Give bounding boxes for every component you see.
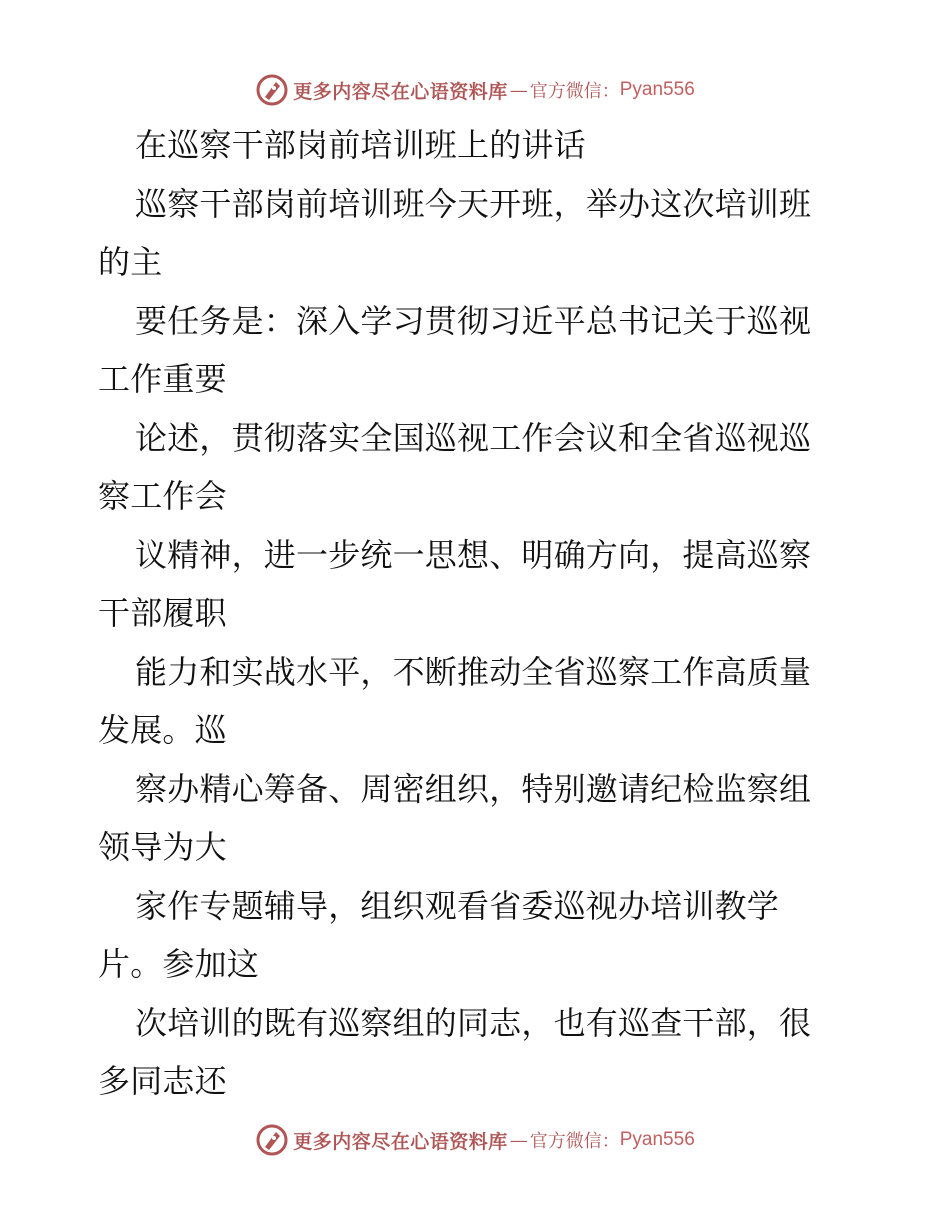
paragraph-line: 家作专题辅导，组织观看省委巡视办培训教学 <box>135 886 780 925</box>
paragraph-line: 察工作会 <box>98 477 227 515</box>
banner-wechat-id: Pyan556 <box>619 79 695 100</box>
header-banner <box>0 70 950 110</box>
paragraph-line: 多同志还 <box>98 1062 227 1100</box>
paragraph-line: 要任务是：深入学习贯彻习近平总书记关于巡视 <box>135 301 812 340</box>
paragraph-line: 工作重要 <box>98 360 227 398</box>
banner-wechat-label: 官方微信： <box>529 1131 620 1152</box>
banner-wechat-label: 官方微信： <box>529 81 620 102</box>
paragraph-line: 能力和实战水平，不断推动全省巡察工作高质量 <box>135 652 812 691</box>
footer-banner <box>0 1120 950 1160</box>
paragraph-line: 察办精心筹备、周密组织，特别邀请纪检监察组 <box>135 769 812 808</box>
paragraph-line: 片。参加这 <box>98 945 260 983</box>
document-title: 在巡察干部岗前培训班上的讲话 <box>135 126 586 164</box>
banner-dash: — <box>509 79 528 101</box>
paragraph-line: 议精神，进一步统一思想、明确方向，提高巡察 <box>135 535 812 574</box>
pen-nib-logo-icon <box>255 73 289 107</box>
paragraph-line: 次培训的既有巡察组的同志，也有巡查干部，很 <box>135 1003 812 1042</box>
pen-nib-logo-icon <box>255 1123 289 1157</box>
banner-dash: — <box>509 1129 528 1151</box>
document-body <box>98 116 858 1111</box>
paragraph-line: 发展。巡 <box>98 711 227 749</box>
banner-brand-text: 更多内容尽在心语资料库 <box>293 80 508 103</box>
banner-brand-text: 更多内容尽在心语资料库 <box>293 1130 508 1153</box>
paragraph-line: 的主 <box>98 243 163 281</box>
paragraph-line: 论述，贯彻落实全国巡视工作会议和全省巡视巡 <box>135 418 812 457</box>
paragraph-line: 巡察干部岗前培训班今天开班，举办这次培训班 <box>135 184 812 223</box>
paragraph-line: 领导为大 <box>98 828 227 866</box>
banner-wechat-id: Pyan556 <box>619 1129 695 1150</box>
paragraph-line: 干部履职 <box>98 594 227 632</box>
